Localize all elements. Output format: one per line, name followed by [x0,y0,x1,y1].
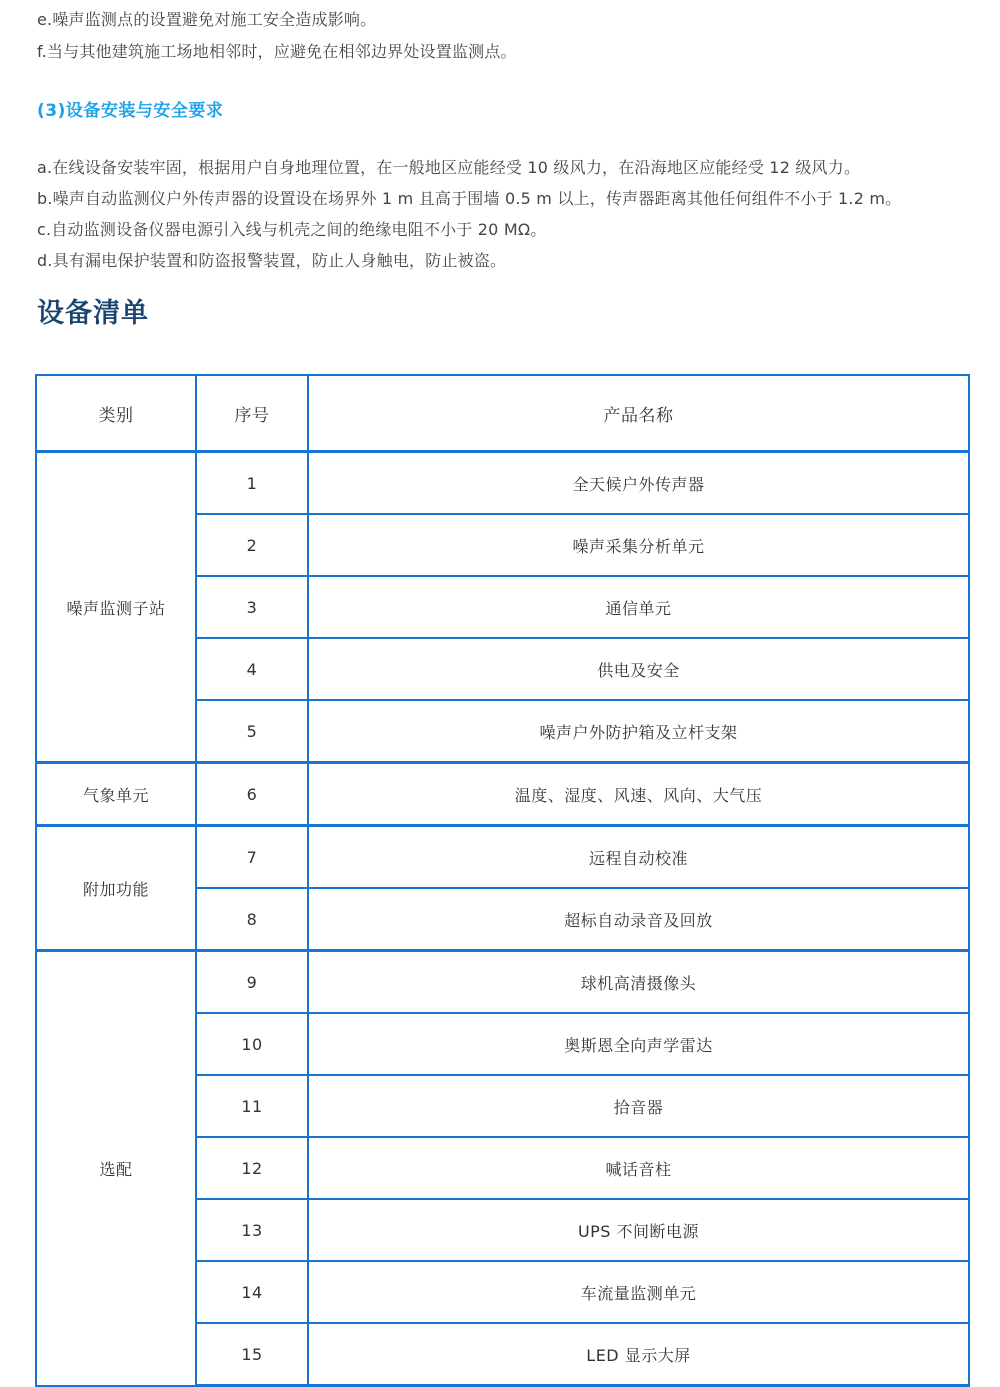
row-product: UPS 不间断电源 [308,1199,969,1261]
row-product: 温度、湿度、风速、风向、大气压 [308,763,969,826]
row-product: 远程自动校准 [308,826,969,889]
row-product: 车流量监测单元 [308,1261,969,1323]
row-product: 噪声户外防护箱及立杆支架 [308,700,969,763]
row-no: 9 [196,951,308,1014]
row-no: 15 [196,1323,308,1386]
requirement-b: b.噪声自动监测仪户外传声器的设置设在场界外 1 m 且高于围墙 0.5 m 以上，传声器距离其他任何组件不小于 1.2 m。 [37,189,902,208]
page-title: 设备清单 [37,298,149,329]
row-product: 拾音器 [308,1075,969,1137]
row-no: 2 [196,514,308,576]
row-product: 供电及安全 [308,638,969,700]
row-product: 噪声采集分析单元 [308,514,969,576]
row-no: 7 [196,826,308,889]
table-row [36,452,969,515]
requirement-d: d.具有漏电保护装置和防盗报警装置，防止人身触电，防止被盗。 [37,251,507,270]
row-no: 12 [196,1137,308,1199]
header-no: 序号 [196,375,308,452]
category-cell-additional-functions: 附加功能 [36,826,196,951]
row-no: 11 [196,1075,308,1137]
category-cell-optional: 选配 [36,951,196,1386]
requirement-a: a.在线设备安装牢固，根据用户自身地理位置，在一般地区应能经受 10 级风力，在沿海地区应能经受 12 级风力。 [37,158,861,177]
row-no: 5 [196,700,308,763]
row-product: 球机高清摄像头 [308,951,969,1014]
note-f: f.当与其他建筑施工场地相邻时，应避免在相邻边界处设置监测点。 [37,42,517,61]
table-header-row [36,375,969,452]
section-heading: (3)设备安装与安全要求 [37,101,224,121]
table-row [36,826,969,889]
row-no: 13 [196,1199,308,1261]
category-cell-noise-substation: 噪声监测子站 [36,452,196,763]
row-no: 14 [196,1261,308,1323]
equipment-table [35,374,970,1387]
row-no: 1 [196,452,308,515]
row-product: LED 显示大屏 [308,1323,969,1386]
row-product: 全天候户外传声器 [308,452,969,515]
row-no: 4 [196,638,308,700]
row-product: 喊话音柱 [308,1137,969,1199]
header-product: 产品名称 [308,375,969,452]
row-product: 奥斯恩全向声学雷达 [308,1013,969,1075]
category-cell-weather-unit: 气象单元 [36,763,196,826]
note-e: e.噪声监测点的设置避免对施工安全造成影响。 [37,10,377,29]
row-product: 超标自动录音及回放 [308,888,969,951]
table-row [36,763,969,826]
table-row [36,951,969,1014]
row-no: 6 [196,763,308,826]
row-no: 10 [196,1013,308,1075]
header-category: 类别 [36,375,196,452]
requirement-c: c.自动监测设备仪器电源引入线与机壳之间的绝缘电阻不小于 20 MΩ。 [37,220,547,239]
row-product: 通信单元 [308,576,969,638]
row-no: 8 [196,888,308,951]
row-no: 3 [196,576,308,638]
